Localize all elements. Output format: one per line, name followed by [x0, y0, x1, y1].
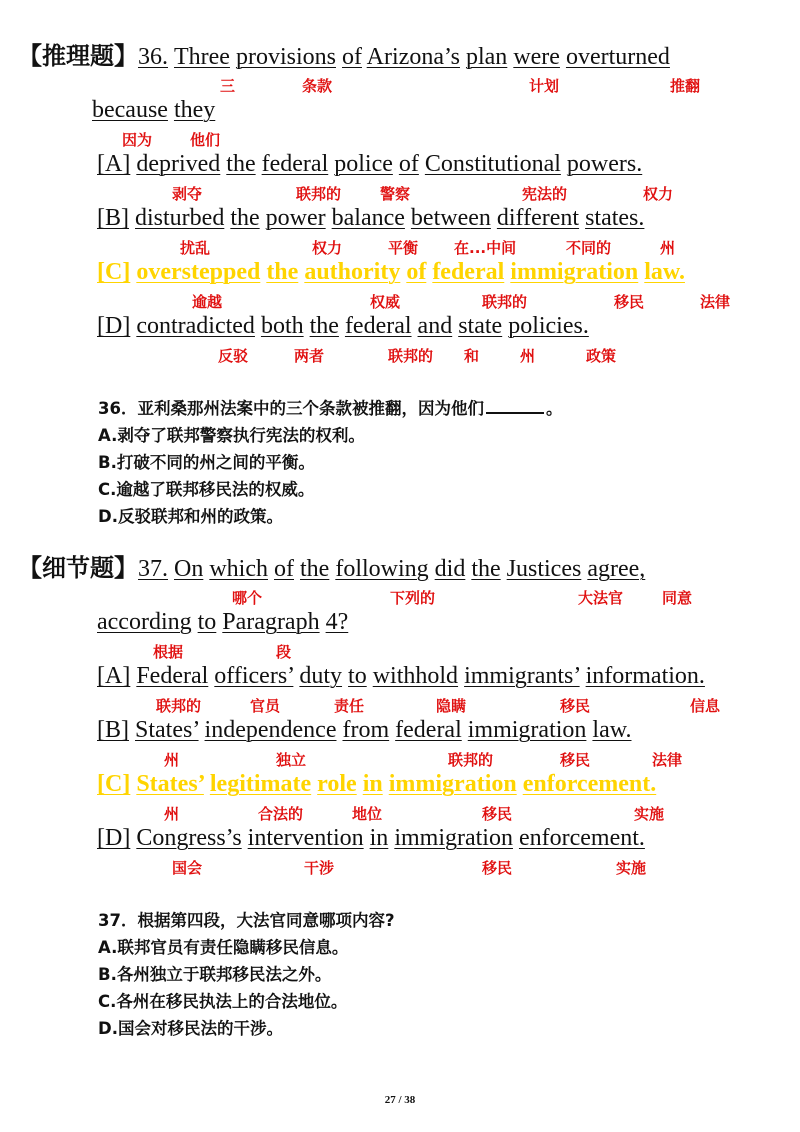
q36-option-a-gloss: 宪法的: [522, 185, 568, 203]
q36-option-b-gloss: 扰乱: [180, 239, 211, 257]
q37-option-a-gloss: 隐瞒: [436, 697, 467, 715]
q36-option-c-gloss: 法律: [700, 293, 731, 311]
q37-option-b: [B] States’ independence from federal immigration law.: [97, 717, 632, 743]
q36-option-b-gloss: 平衡: [388, 239, 419, 257]
q37-gloss: 大法官: [578, 589, 624, 607]
q36-gloss: 他们: [190, 131, 221, 149]
q37-translation-stem: 37．根据第四段，大法官同意哪项内容?: [98, 911, 395, 930]
q37-stem-line1: 【细节题】37. On which of the following did the Justices agree,: [18, 554, 646, 582]
q36-gloss: 推翻: [670, 77, 701, 95]
q37-option-d-gloss: 实施: [616, 859, 647, 877]
q37-option-d-gloss: 干涉: [304, 859, 335, 877]
q37-option-d-gloss: 国会: [172, 859, 203, 877]
page-number: [0, 1094, 800, 1106]
q36-stem-line1: 【推理题】36. Three provisions of Arizona’s plan were overturned: [18, 42, 670, 70]
q37-option-c-gloss: 合法的: [258, 805, 304, 823]
q36-option-b-gloss: 州: [660, 239, 676, 257]
q37-translation-a: A.联邦官员有责任隐瞒移民信息。: [98, 938, 349, 957]
q37-translation-c: C.各州在移民执法上的合法地位。: [98, 992, 348, 1011]
q36-gloss: 因为: [122, 131, 153, 149]
q36-translation-a: A.剥夺了联邦警察执行宪法的权利。: [98, 426, 365, 445]
q37-option-c-gloss: 地位: [352, 805, 383, 823]
q36-option-a-gloss: 警察: [380, 185, 411, 203]
q36-option-d-gloss: 和: [464, 347, 480, 365]
q37-option-a: [A] Federal officers’ duty to withhold immigrants’ information.: [97, 663, 705, 689]
q36-option-a-gloss: 剥夺: [172, 185, 203, 203]
q37-translation-d: D.国会对移民法的干涉。: [98, 1019, 283, 1038]
q36-stem-line2: because they: [92, 97, 216, 123]
q37-option-a-gloss: 移民: [560, 697, 591, 715]
q37-option-c-gloss: 移民: [482, 805, 513, 823]
q36-option-b: [B] disturbed the power balance between different states.: [97, 205, 645, 231]
page-total: 38: [404, 1094, 416, 1106]
q36-translation-b: B.打破不同的州之间的平衡。: [98, 453, 315, 472]
q36-option-b-gloss: 在...中间: [454, 239, 517, 257]
q36-option-d-gloss: 反驳: [218, 347, 249, 365]
q37-option-c-gloss: 州: [164, 805, 180, 823]
q36-option-b-gloss: 不同的: [566, 239, 612, 257]
q36-gloss: 计划: [529, 77, 560, 95]
q37-option-a-gloss: 信息: [690, 697, 721, 715]
q37-gloss: 根据: [153, 643, 184, 661]
page-current: 27: [384, 1094, 396, 1106]
q37-gloss: 哪个: [232, 589, 263, 607]
q37-option-a-gloss: 联邦的: [156, 697, 202, 715]
q36-translation-stem: 36．亚利桑那州法案中的三个条款被推翻，因为他们 。: [98, 399, 563, 418]
q37-option-d: [D] Congress’s intervention in immigration enforcement.: [97, 825, 645, 851]
q36-option-a-gloss: 联邦的: [296, 185, 342, 203]
q37-question-type-tag: 【细节题】: [18, 554, 138, 582]
q36-option-b-gloss: 权力: [312, 239, 343, 257]
q36-gloss: 条款: [302, 77, 333, 95]
q36-option-d: [D] contradicted both the federal and state policies.: [97, 313, 589, 339]
q37-gloss: 下列的: [390, 589, 436, 607]
q37-gloss: 同意: [662, 589, 693, 607]
q37-option-a-gloss: 责任: [334, 697, 365, 715]
answer-blank: [486, 398, 544, 414]
q37-option-b-gloss: 联邦的: [448, 751, 494, 769]
q36-gloss: 三: [220, 77, 236, 95]
q36-option-c-gloss: 移民: [614, 293, 645, 311]
q36-translation-c: C.逾越了联邦移民法的权威。: [98, 480, 315, 499]
q36-translation-d: D.反驳联邦和州的政策。: [98, 507, 283, 526]
q36-option-a: [A] deprived the federal police of Constitutional powers.: [97, 151, 643, 177]
q36-option-a-gloss: 权力: [643, 185, 674, 203]
q36-option-c-gloss: 权威: [370, 293, 401, 311]
q36-option-c-correct: [C] overstepped the authority of federal immigration law.: [97, 259, 685, 285]
q37-option-b-gloss: 移民: [560, 751, 591, 769]
q37-option-a-gloss: 官员: [250, 697, 281, 715]
q36-option-d-gloss: 州: [520, 347, 536, 365]
q36-option-d-gloss: 政策: [586, 347, 617, 365]
q36-option-c-gloss: 联邦的: [482, 293, 528, 311]
q37-option-c-gloss: 实施: [634, 805, 665, 823]
q37-option-d-gloss: 移民: [482, 859, 513, 877]
q37-option-c-correct: [C] States’ legitimate role in immigration enforcement.: [97, 771, 657, 797]
q37-option-b-gloss: 州: [164, 751, 180, 769]
q36-option-d-gloss: 联邦的: [388, 347, 434, 365]
q36-question-type-tag: 【推理题】: [18, 42, 138, 70]
q36-option-d-gloss: 两者: [294, 347, 325, 365]
q37-option-b-gloss: 法律: [652, 751, 683, 769]
q37-option-b-gloss: 独立: [276, 751, 307, 769]
q36-option-c-gloss: 逾越: [192, 293, 223, 311]
q37-translation-b: B.各州独立于联邦移民法之外。: [98, 965, 332, 984]
page-separator: /: [398, 1094, 402, 1106]
q37-stem-line2: according to Paragraph 4?: [97, 609, 349, 635]
q37-gloss: 段: [276, 643, 292, 661]
